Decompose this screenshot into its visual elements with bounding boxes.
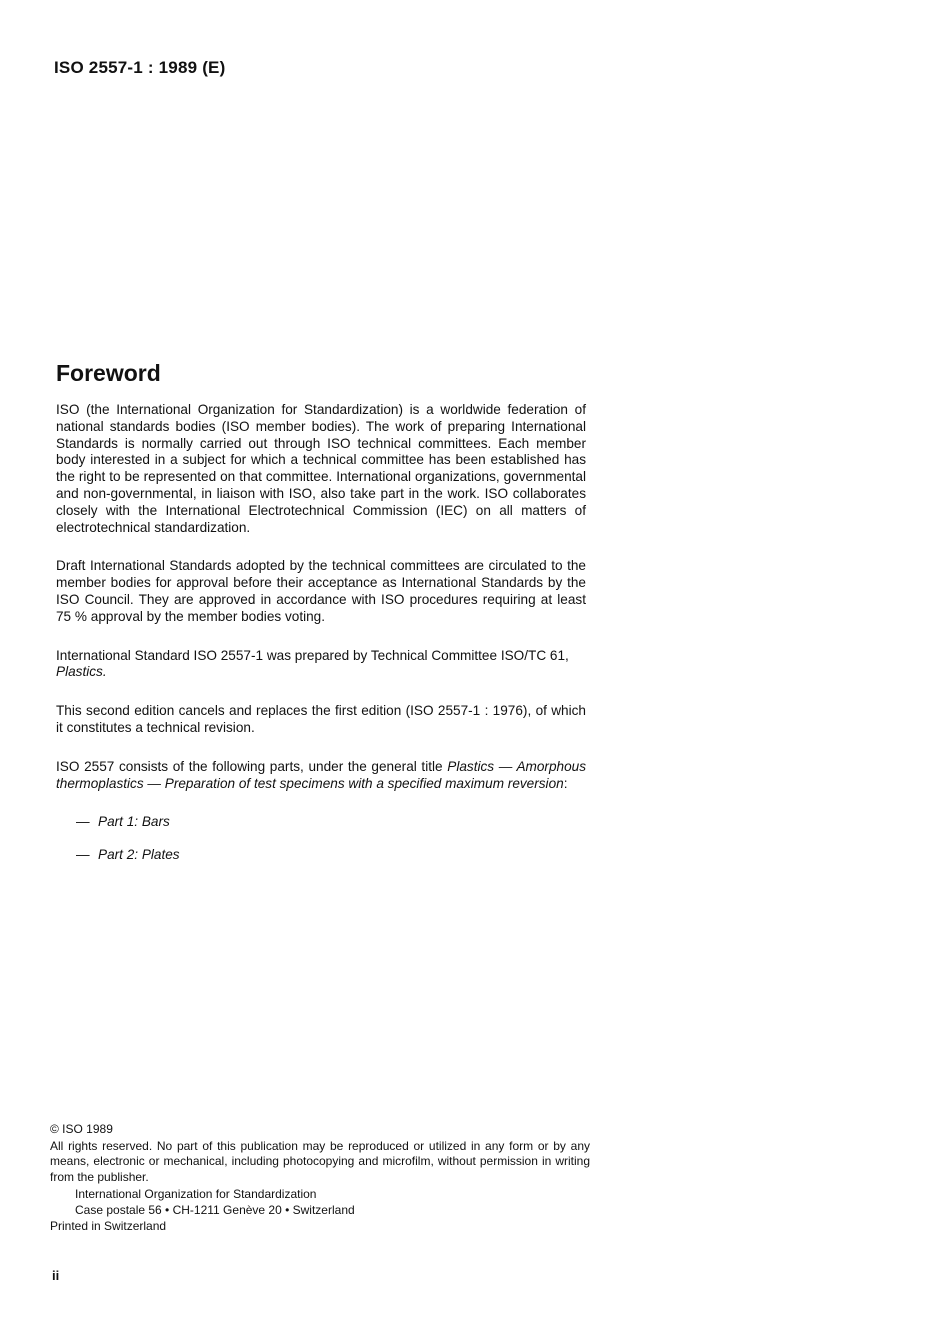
foreword-body [56,402,586,880]
list-item [56,814,586,831]
paragraph-draft-standards: Draft International Standards adopted by the technical committees are circulated to the member bodies for approval before their acceptance as International Standards by the ISO Council. They are approved in accordance with ISO procedures requiring at least 75 % approval by the member bodies voting. [56,558,586,624]
document-code-header: ISO 2557-1 : 1989 (E) [54,58,226,77]
prepared-by-text: International Standard ISO 2557-1 was prepared by Technical Committee ISO/TC 61, [56,647,569,663]
page-number: ii [52,1268,60,1283]
parts-intro-end: : [563,775,568,791]
org-address: Case postale 56 • CH-1211 Genève 20 • Switzerland [75,1202,355,1217]
parts-intro-text: ISO 2557 consists of the following parts, under the general title [56,758,443,774]
general-title: Plastics — Amorphous thermoplastics — Preparation of test specimens with a specified maximum reversion [56,758,586,791]
list-item [56,847,586,864]
list-dash: — [76,847,90,863]
paragraph-iso-federation: ISO (the International Organization for Standardization) is a worldwide federation of national standards bodies (ISO member bodies). The work of preparing International Standards is normally carried out through ISO technical committees. Each member body interested in a subject for which a technical committee has been established has the right to be represented on that committee. International organizations, governmental and non-governmental, in liaison with ISO, also take part in the work. ISO collaborates closely with the International Electrotechnical Commission (IEC) on all matters of electrotechnical standardization. [56,402,586,535]
foreword-heading: Foreword [56,360,161,386]
paragraph-parts-intro [56,759,586,793]
list-dash: — [76,814,90,830]
paragraph-prepared-by [56,648,586,682]
org-name: International Organization for Standardization [75,1187,317,1201]
rights-statement: All rights reserved. No part of this publication may be reproduced or utilized in any form or by any means, electronic or mechanical, including photocopying and microfilm, without permission in writing from the publisher. [50,1138,590,1184]
paragraph-edition-note: This second edition cancels and replaces the first edition (ISO 2557-1 : 1976), of which it constitutes a technical revision. [56,703,586,735]
copyright-line: © ISO 1989 [50,1122,113,1136]
part-label: Part 2: Plates [98,847,180,863]
copyright-footer [50,1122,590,1235]
parts-list [56,814,586,864]
part-label: Part 1: Bars [98,814,170,830]
printed-in: Printed in Switzerland [50,1219,167,1233]
committee-name: Plastics. [56,664,107,680]
